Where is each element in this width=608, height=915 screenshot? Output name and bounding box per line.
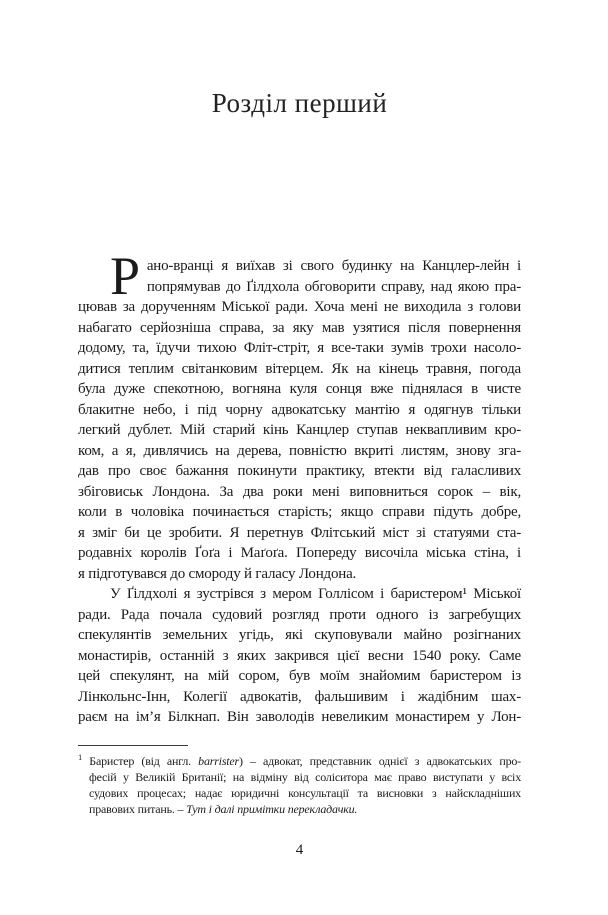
footnote-text: $^1$ Баристер (від англ. barrister) – адвокат, представник однієї з адвокатських про- фесій у Великій Британії; на відміну від соліситора має право виступати у всіх судових процесах; надає юридичні консультації та висновки з найскладніших правових питань. – Тут і далі примітки перекладачки.	[78, 751, 521, 817]
paragraph-1: Р ано-вранці я виїхав зі свого будинку на Канцлер-лейн і попрямував до Ґілдхола обговорити справу, над якою пра- цював за дорученням Міської ради. Хоча мені не виходила з голови набагато серйозніша справа, за яку мав узятися після повернення додому, та, їдучи тихою Фліт-стріт, я все-таки зумів трохи насоло- дитися теплим світанковим вітерцем. Як на кінець травня, погода була дуже спекотною, вогняна куля сонця вже піднялася в чисте блакитне небо, і під чорну адвокатську мантію я одягнув тільки легкий дублет. Мій старий кінь Канцлер ступав неквапливим кро- ком, а я, дивлячись на дерева, повністю вкриті листям, знову зга- дав про своє бажання покинути практику, втекти від галасливих збіговиськ Лондона. За два роки мені виповниться сорок – вік, коли в чоловіка починається старість; якщо справи підуть добре, я зміг би це зробити. Я перетнув Флітський міст зі статуями ста- родавніх королів Ґоґа і Маґоґа. Попереду височіла міська стіна, і я підготувався до смороду й галасу Лондона.	[78, 246, 521, 582]
body-text	[78, 246, 521, 728]
drop-cap: Р	[110, 246, 140, 306]
footnote-rule	[78, 745, 188, 746]
footnote	[78, 745, 521, 818]
page-number: 4	[295, 841, 304, 858]
chapter-title: Розділ перший	[211, 88, 388, 118]
page-content	[78, 88, 521, 859]
paragraph-2: У Ґілдхолі я зустрівся з мером Голлісом і баристером¹ Міської ради. Рада почала судовий розгляд проти одного із загребущих спекулянтів земельних угідь, які скуповували майно розігнаних монастирів, останній з яких закрився цієї весни 1540 року. Саме цей спекулянт, на мій сором, був моїм знайомим баристером із Лінкольнс-Інн, Колегії адвокатів, фальшивим і жадібним шах- раєм на ім’я Білкнап. Він заволодів невеликим монастирем у Лон-	[78, 586, 521, 725]
